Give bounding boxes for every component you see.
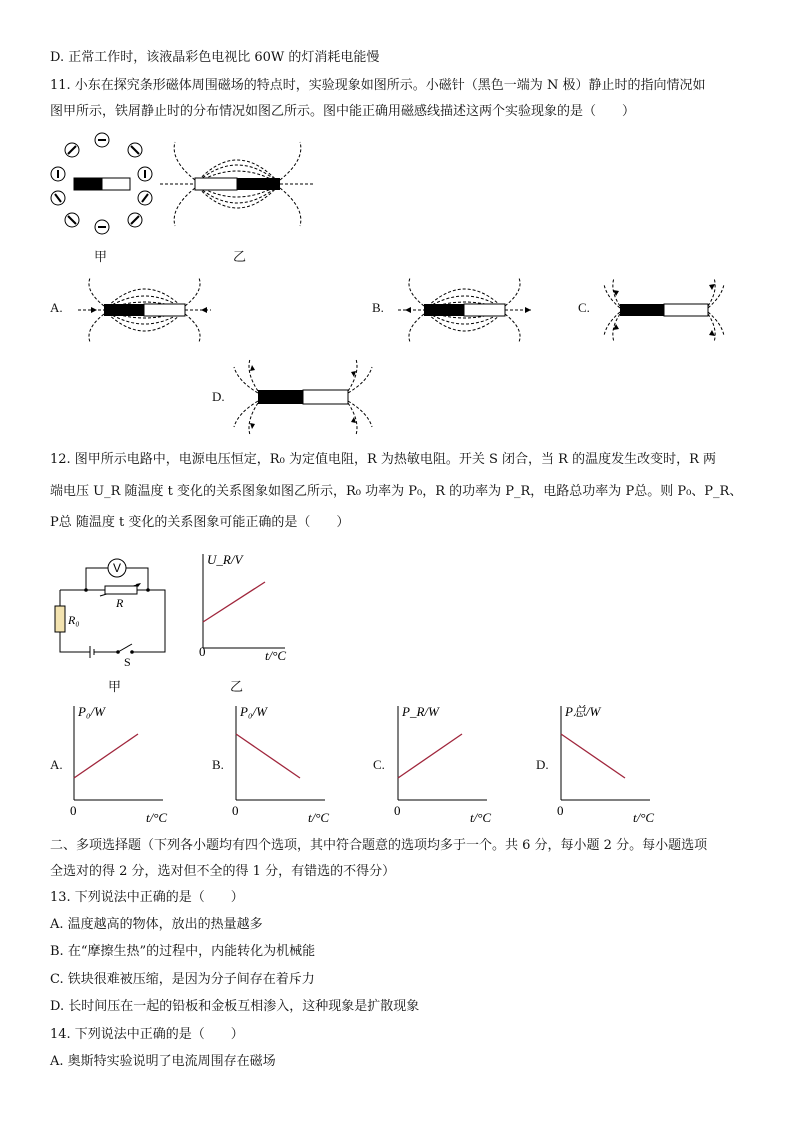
- q11-option-d-figure: [228, 357, 378, 437]
- option-a-line: [74, 734, 138, 778]
- q12-option-b-graph: [230, 700, 340, 830]
- q12-graph-yi: [195, 552, 295, 662]
- q12-option-a-graph: [68, 700, 178, 830]
- q11-option-b: B.: [372, 300, 384, 315]
- q11-option-c-figure: [600, 276, 720, 346]
- q13-option-c: C. 铁块很难被压缩，是因为分子间存在着斥力: [50, 972, 315, 987]
- q13-stem: 13. 下列说法中正确的是（ ）: [50, 890, 244, 905]
- option-c-line: [398, 734, 462, 778]
- option-a-xlabel: t/°C: [146, 810, 168, 825]
- q12-option-d: D.: [536, 757, 549, 772]
- q12-stem-line2: 端电压 U_R 随温度 t 变化的关系图象如图乙所示，R₀ 功率为 P₀，R 的功率为 P_R，电路总功率为 P总。则 P₀、P_R、: [50, 484, 743, 499]
- q12-option-c: C.: [373, 757, 385, 772]
- q11-option-a: A.: [50, 300, 63, 315]
- q13-option-d: D. 长时间压在一起的铅板和金板互相渗入，这种现象是扩散现象: [50, 999, 420, 1014]
- q12-option-d-graph: [555, 700, 665, 830]
- circuit-r0-label: R₀: [68, 613, 80, 627]
- q12-option-c-graph: [392, 700, 502, 830]
- q12-fig-jia-label: 甲: [108, 679, 122, 694]
- q11-option-d: D.: [212, 389, 225, 404]
- q12-option-b: B.: [212, 757, 224, 772]
- option-b-origin: 0: [232, 803, 239, 818]
- q11-option-b-figure: [390, 276, 540, 346]
- q12-stem-line1: 12. 图甲所示电路中，电源电压恒定，R₀ 为定值电阻，R 为热敏电阻。开关 S 闭合，当 R 的温度发生改变时，R 两: [50, 452, 717, 467]
- option-a-origin: 0: [70, 803, 77, 818]
- option-d-xlabel: t/°C: [633, 810, 655, 825]
- option-c-origin: 0: [394, 803, 401, 818]
- q10-option-d: D. 正常工作时，该液晶彩色电视比 60W 的灯消耗电能慢: [50, 50, 380, 65]
- q14-stem: 14. 下列说法中正确的是（ ）: [50, 1027, 244, 1042]
- q13-option-a: A. 温度越高的物体，放出的热量越多: [50, 917, 263, 932]
- q12-fig-yi-label: 乙: [230, 679, 244, 694]
- option-a-ylabel: P₀/W: [78, 704, 105, 719]
- q11-stem-line2: 图甲所示，铁屑静止时的分布情况如图乙所示。图中能正确用磁感线描述这两个实验现象的是（ ）: [50, 104, 636, 119]
- circuit-v-label: V: [113, 561, 122, 575]
- section2-line2: 全选对的得 2 分，选对但不全的得 1 分，有错选的不得分）: [50, 864, 396, 879]
- q13-option-b: B. 在“摩擦生热”的过程中，内能转化为机械能: [50, 944, 316, 959]
- q11-fig-jia-label: 甲: [94, 249, 108, 264]
- option-b-line: [236, 734, 300, 778]
- q14-option-a: A. 奥斯特实验说明了电流周围存在磁场: [50, 1054, 276, 1069]
- q11-figure-yi: [160, 140, 320, 230]
- q12-circuit-jia: [50, 546, 180, 669]
- graph-yi-ylabel: U_R/V: [207, 552, 243, 567]
- option-d-origin: 0: [557, 803, 564, 818]
- q11-option-a-figure: [70, 276, 220, 346]
- q11-fig-yi-label: 乙: [233, 249, 247, 264]
- option-d-line: [561, 734, 625, 778]
- q11-stem-line1: 11. 小东在探究条形磁体周围磁场的特点时，实验现象如图所示。小磁针（黑色一端为 N 极）静止时的指向情况如: [50, 78, 706, 93]
- option-c-ylabel: P_R/W: [402, 704, 439, 719]
- graph-yi-xlabel: t/°C: [265, 648, 287, 663]
- option-b-ylabel: P₀/W: [240, 704, 267, 719]
- q12-stem-line3: P总 随温度 t 变化的关系图象可能正确的是（ ）: [50, 515, 350, 530]
- option-b-xlabel: t/°C: [308, 810, 330, 825]
- q11-option-c: C.: [578, 300, 590, 315]
- q11-figure-jia: [50, 132, 160, 232]
- graph-yi-origin: 0: [199, 644, 206, 659]
- q12-option-a: A.: [50, 757, 63, 772]
- circuit-r-label: R: [116, 596, 124, 610]
- option-d-ylabel: P总/W: [565, 704, 601, 719]
- circuit-s-label: S: [124, 655, 131, 669]
- option-c-xlabel: t/°C: [470, 810, 492, 825]
- section2-line1: 二、多项选择题（下列各小题均有四个选项，其中符合题意的选项均多于一个。共 6 分，每小题 2 分。每小题选项: [50, 838, 708, 853]
